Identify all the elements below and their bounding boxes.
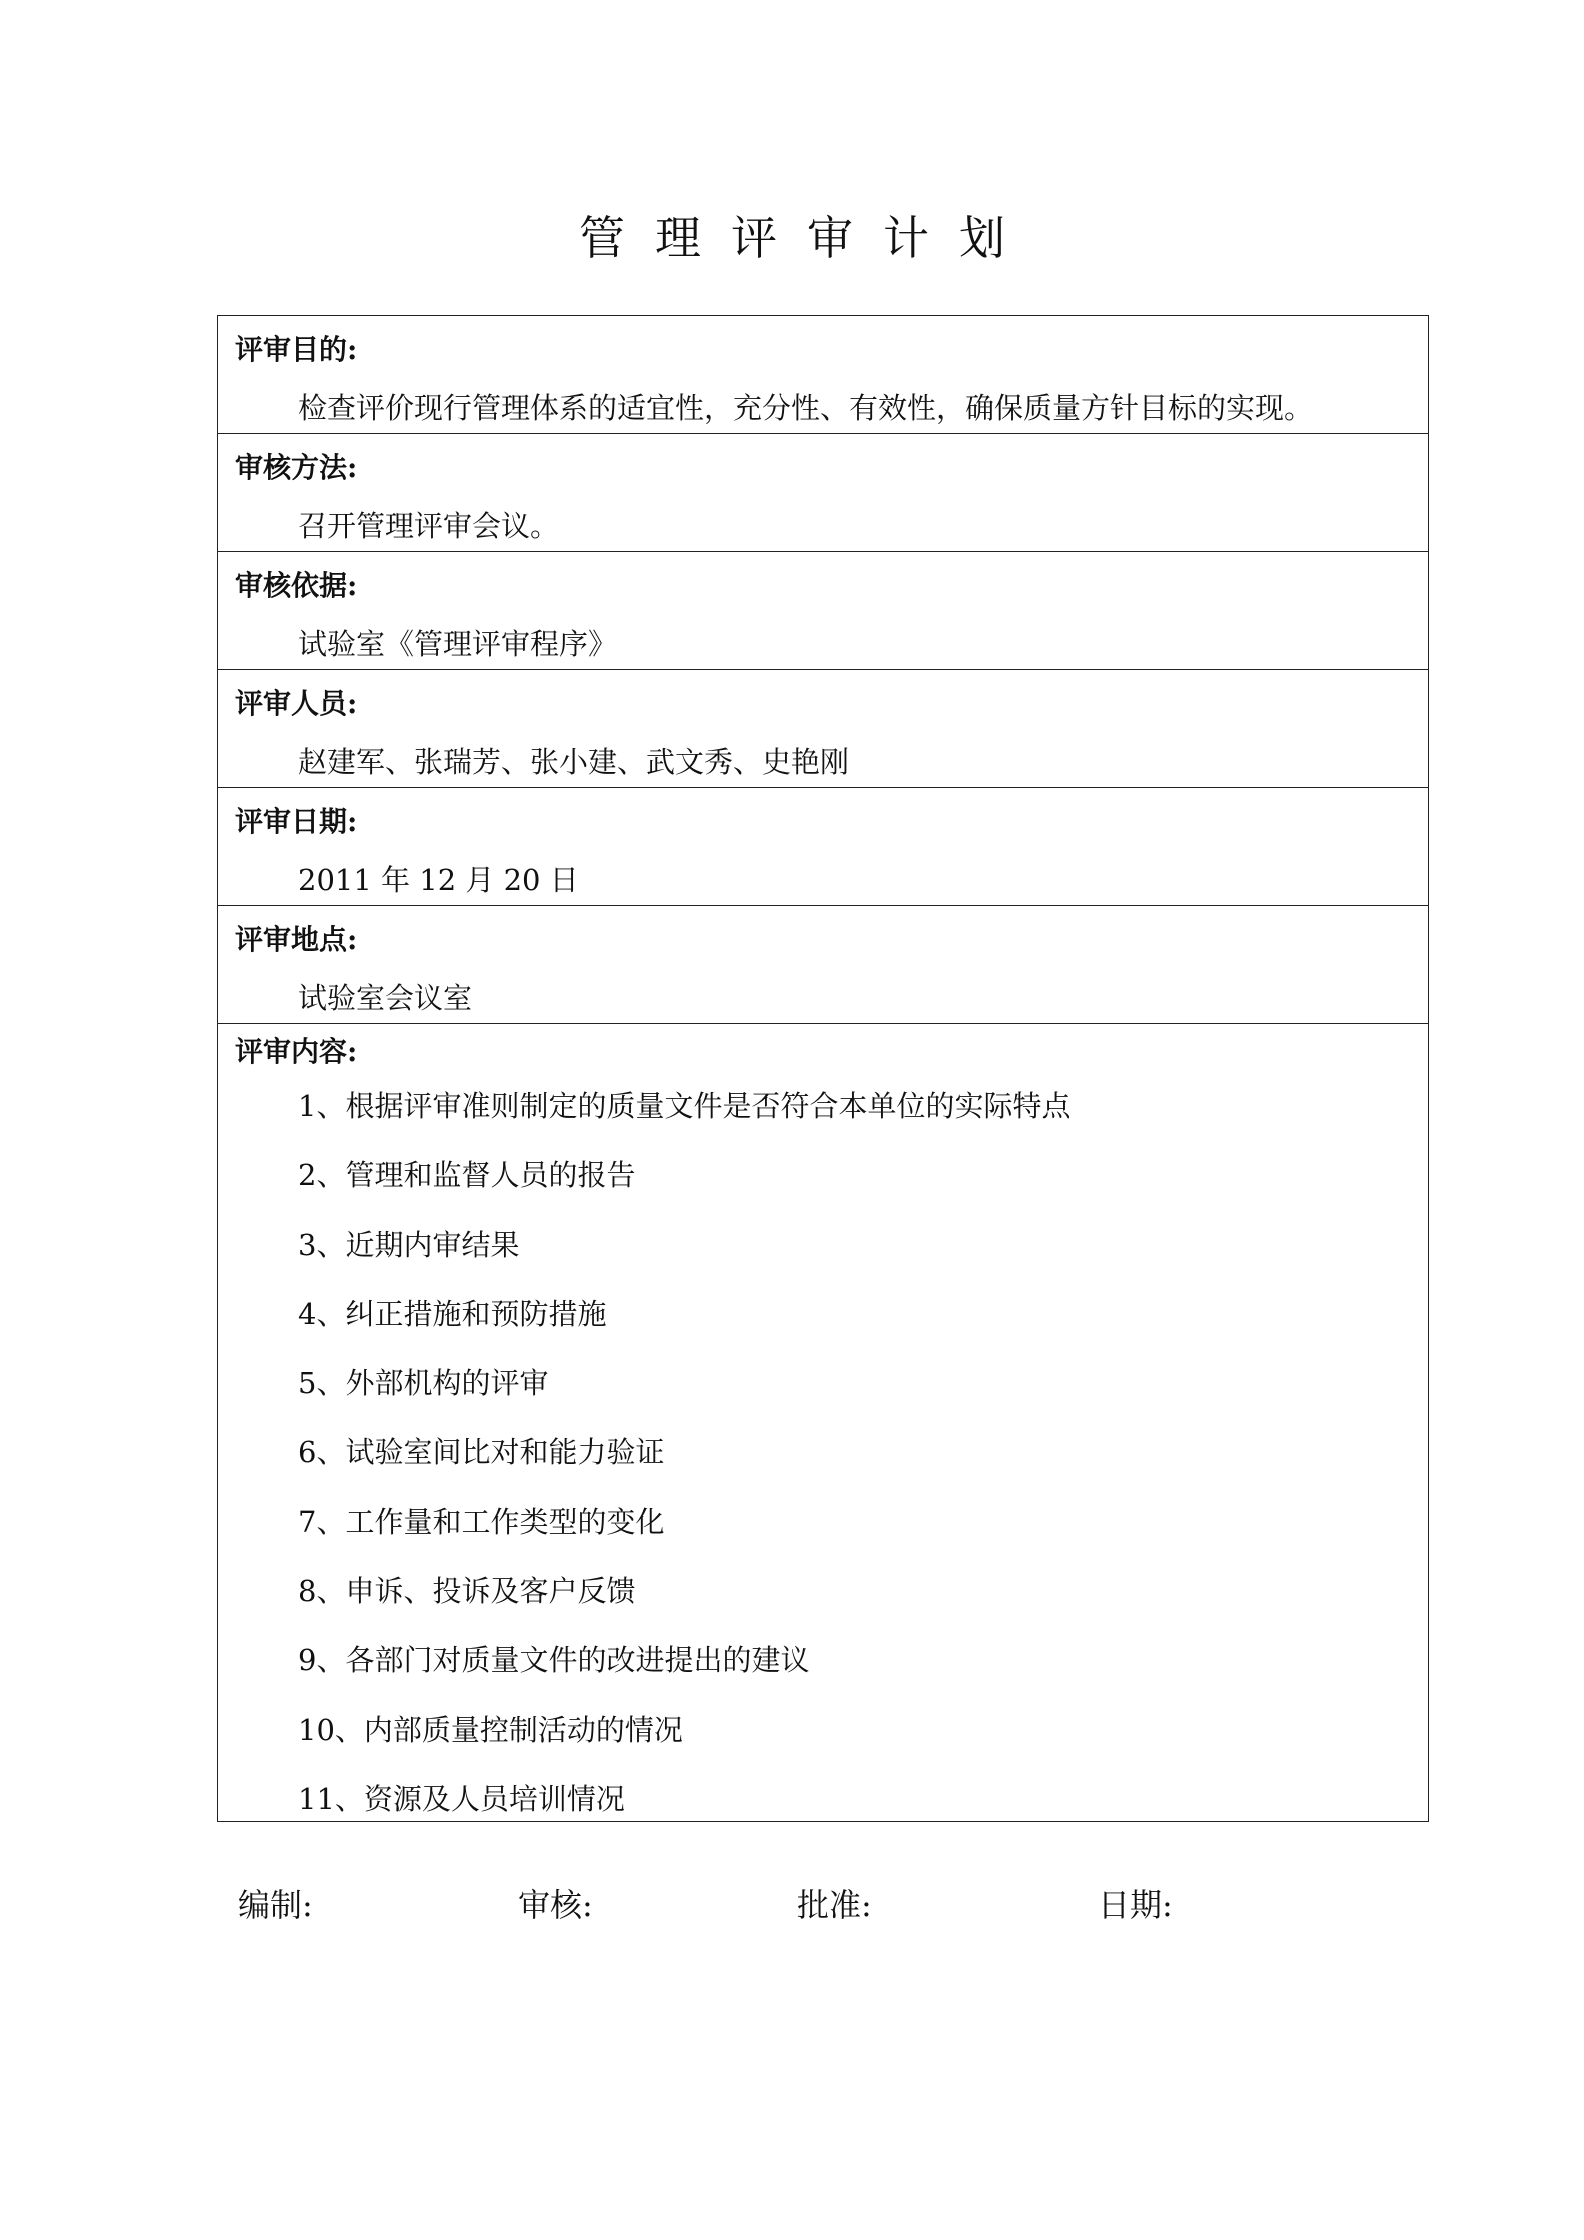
content-label: 评审内容:: [235, 1035, 358, 1068]
purpose-value: 检查评价现行管理体系的适宜性，充分性、有效性，确保质量方针目标的实现。: [298, 391, 1314, 425]
signature-row: [0, 1880, 1584, 1930]
method-label: 审核方法:: [235, 451, 358, 484]
purpose-label: 评审目的:: [235, 333, 358, 366]
basis-label: 审核依据:: [235, 569, 358, 602]
date-label: 评审日期:: [235, 805, 358, 838]
document-title: 管理评审计划: [579, 211, 1035, 265]
compiled-by-label: 编制:: [238, 1886, 313, 1924]
list-item: 10、内部质量控制活动的情况: [298, 1712, 683, 1747]
reviewed-by-label: 审核:: [518, 1886, 593, 1924]
section-basis: [218, 552, 1428, 670]
section-purpose: [218, 316, 1428, 434]
list-item: 7、工作量和工作类型的变化: [298, 1504, 665, 1539]
section-location: [218, 906, 1428, 1024]
list-item: 11、资源及人员培训情况: [298, 1781, 625, 1816]
section-personnel: [218, 670, 1428, 788]
list-item: 5、外部机构的评审: [298, 1366, 549, 1401]
list-item: 8、申诉、投诉及客户反馈: [298, 1574, 636, 1609]
list-item: 3、近期内审结果: [298, 1227, 520, 1262]
sign-date-label: 日期:: [1098, 1886, 1173, 1924]
approved-by-label: 批准:: [797, 1886, 872, 1924]
method-value: 召开管理评审会议。: [298, 509, 560, 543]
list-item: 9、各部门对质量文件的改进提出的建议: [298, 1643, 810, 1678]
basis-value: 试验室《管理评审程序》: [298, 627, 618, 661]
date-value: 2011 年 12 月 20 日: [298, 863, 579, 897]
location-label: 评审地点:: [235, 923, 358, 956]
personnel-value: 赵建军、张瑞芳、张小建、武文秀、史艳刚: [298, 745, 850, 779]
personnel-label: 评审人员:: [235, 687, 358, 720]
list-item: 4、纠正措施和预防措施: [298, 1296, 607, 1331]
list-item: 1、根据评审准则制定的质量文件是否符合本单位的实际特点: [298, 1089, 1071, 1123]
location-value: 试验室会议室: [298, 981, 473, 1015]
list-item: 2、管理和监督人员的报告: [298, 1158, 636, 1193]
content-list: [298, 1086, 1070, 1848]
list-item: 6、试验室间比对和能力验证: [298, 1435, 665, 1470]
section-date: [218, 788, 1428, 906]
plan-form: [217, 315, 1429, 1822]
section-method: [218, 434, 1428, 552]
